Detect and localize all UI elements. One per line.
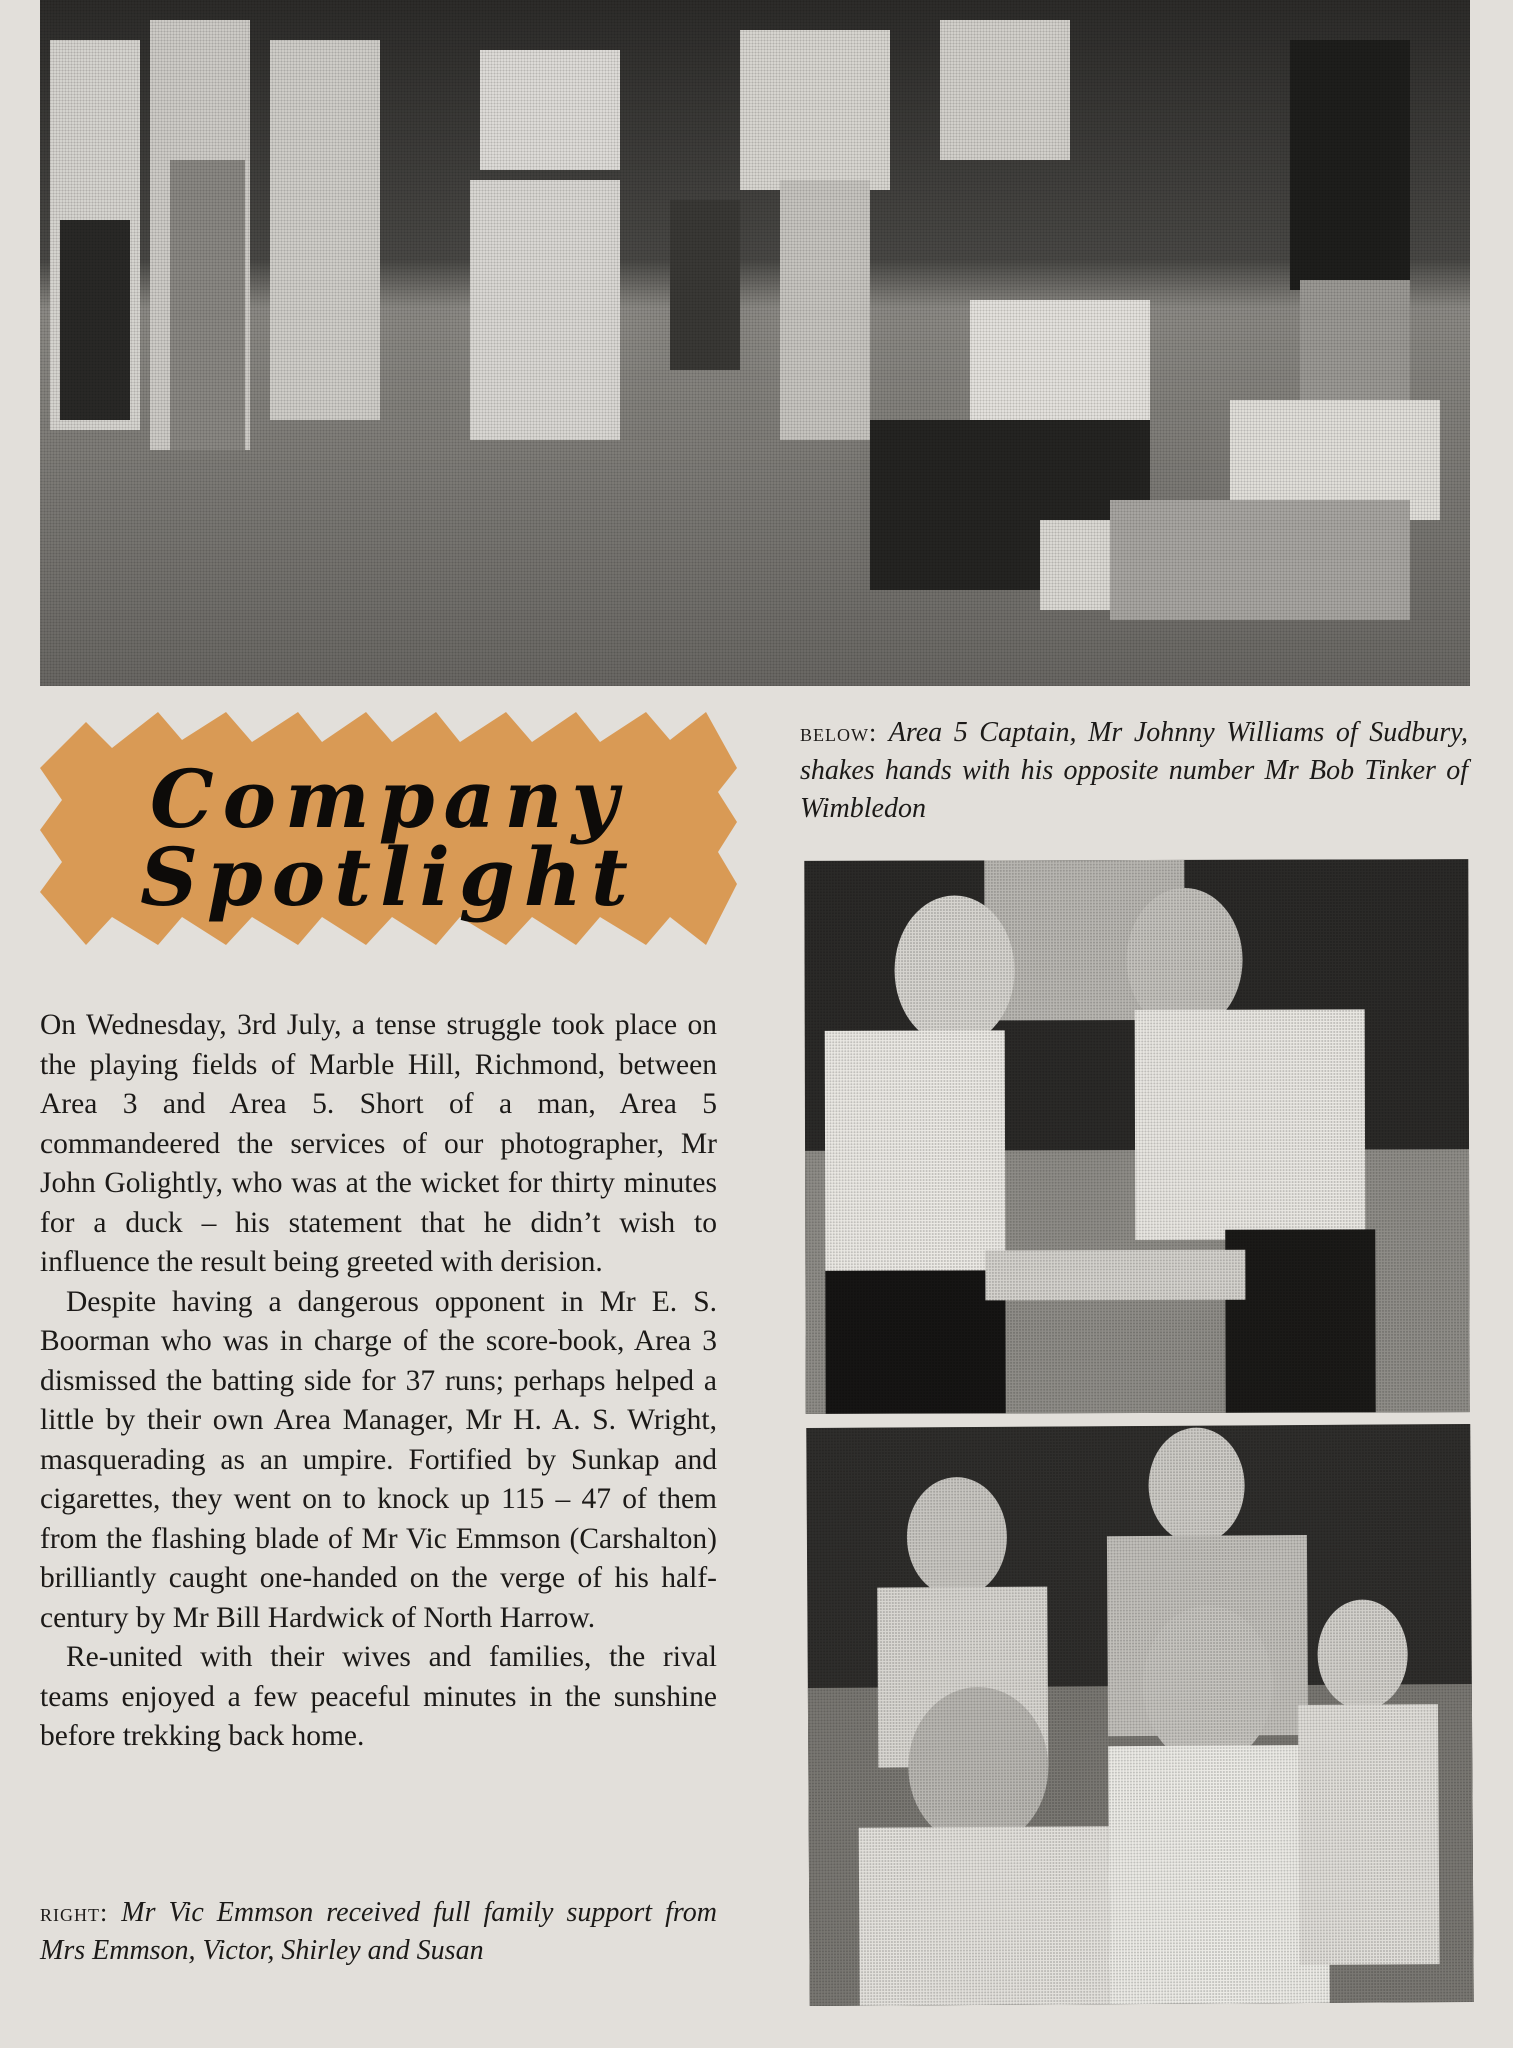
photo-handshake (804, 859, 1469, 1414)
caption-lead-right: right: (40, 1898, 109, 1927)
caption-text-right: Mr Vic Emmson received full family support from Mrs Emmson, Victor, Shirley and Susan (40, 1897, 717, 1966)
article-paragraph: Despite having a dangerous opponent in Mr E. S. Boorman who was in charge of the score-book, Area 3 dismissed the batting side for 37 runs; perhaps helped a little by their own Area Manager, Mr H. A. S. Wright, masquerading as an umpire. Fortified by Sunkap and cigarettes, they went on to knock up 115 – 47 of them from the flashing blade of Mr Vic Emmson (Carshalton) brilliantly caught one-handed on the verge of his half-century by Mr Bill Hardwick of North Harrow. (40, 1285, 717, 1634)
photo-emmson-family-graphic (806, 1424, 1474, 2006)
caption-family (40, 1894, 717, 1970)
caption-lead-below: below: (800, 718, 878, 747)
photo-handshake-graphic (804, 859, 1469, 1414)
page-title (40, 752, 737, 924)
photo-emmson-family (806, 1424, 1474, 2006)
caption-text-below: Area 5 Captain, Mr Johnny Williams of Sudbury, shakes hands with his opposite number Mr Bob Tinker of Wimbledon (800, 717, 1468, 824)
article-paragraph: On Wednesday, 3rd July, a tense struggle took place on the playing fields of Marble Hill, Richmond, between Area 3 and Area 5. Short of a man, Area 5 commandeered the services of our photographer, Mr John Golightly, who was at the wicket for thirty minutes for a duck – his statement that he didn’t wish to influence the result being greeted with derision. (40, 1009, 717, 1278)
caption-handshake (800, 714, 1468, 828)
company-spotlight-badge (40, 712, 737, 945)
photo-cricket-gathering-graphic (40, 0, 1470, 686)
title-line-1: Company (149, 752, 628, 846)
title-line-2: Spotlight (140, 830, 637, 924)
article-body (40, 1006, 717, 1757)
article-paragraph: Re-united with their wives and families, the rival teams enjoyed a few peaceful minutes in the sunshine before trekking back home. (40, 1641, 717, 1752)
photo-cricket-gathering (40, 0, 1470, 686)
